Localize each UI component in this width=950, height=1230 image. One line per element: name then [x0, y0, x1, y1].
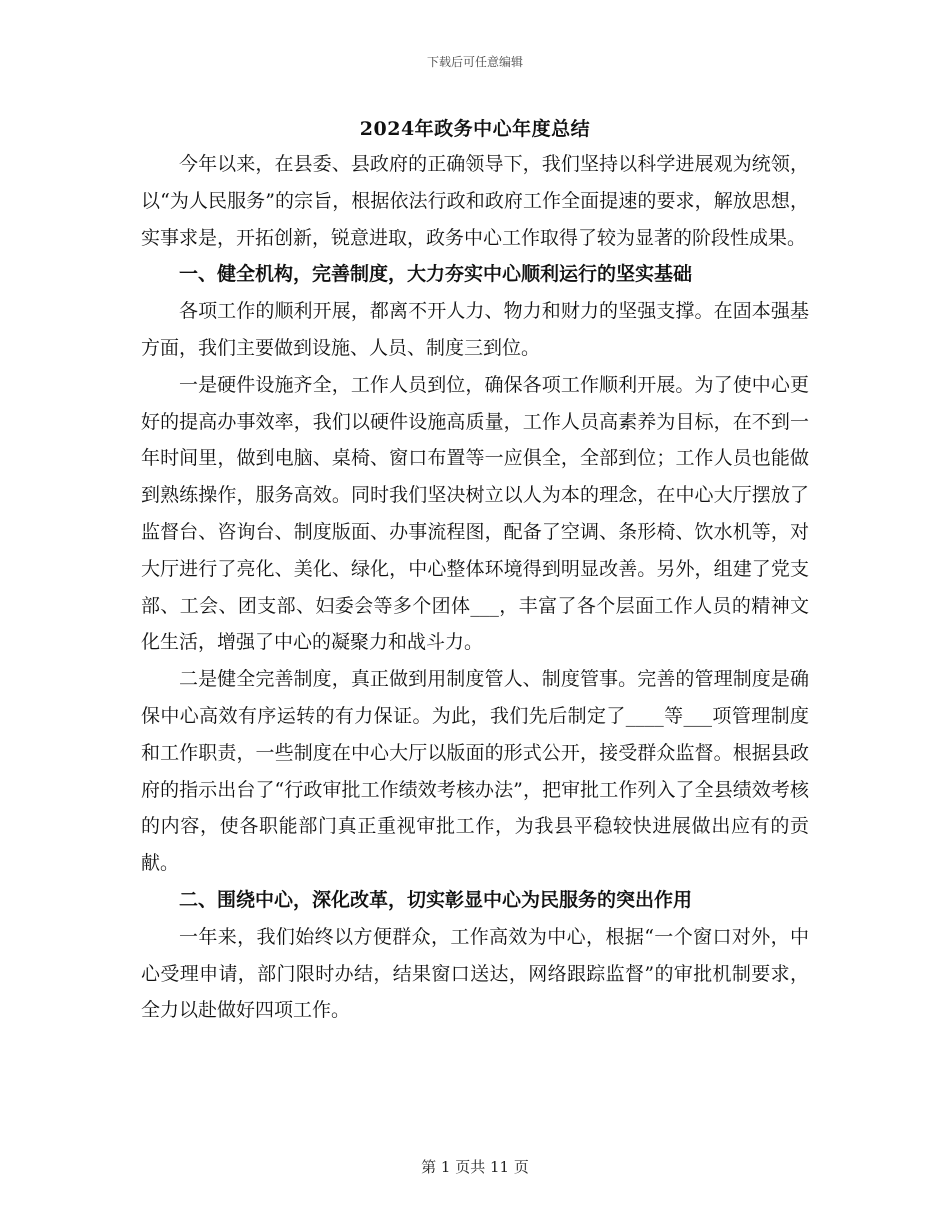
paragraph-2: 各项工作的顺利开展，都离不开人力、物力和财力的坚强支撑。在固本强基方面，我们主要做到设施、人员、制度三到位。: [141, 300, 809, 359]
document-title: 2024年政务中心年度总结: [359, 118, 591, 140]
page-number: 第 1 页共 11 页: [421, 1158, 529, 1176]
header-note: 下载后可任意编辑: [426, 55, 523, 69]
paragraph-3: 一是硬件设施齐全，工作人员到位，确保各项工作顺利开展。为了使中心更好的提高办事效率，我们以硬件设施高质量，工作人员高素养为目标，在不到一年时间里，做到电脑、桌椅、窗口布置等一应俱全，全部到位；工作人员也能做到熟练操作，服务高效。同时我们坚决树立以人为本的理念，在中心大厅摆放了监督台、咨询台、制度版面、办事流程图，配备了空调、条形椅、饮水机等，对大厅进行了亮化、美化、绿化，中心整体环境得到明显改善。另外，组建了党支部、工会、团支部、妇委会等多个团体___，丰富了各个层面工作人员的精神文化生活，增强了中心的凝聚力和战斗力。: [141, 373, 809, 654]
section-heading-1: 一、健全机构，完善制度，大力夯实中心顺利运行的坚实基础: [179, 263, 693, 286]
section-heading-2: 二、围绕中心，深化改革，切实彰显中心为民服务的突出作用: [179, 888, 693, 911]
intro-paragraph: 今年以来，在县委、县政府的正确领导下，我们坚持以科学进展观为统领，以“为人民服务”的宗旨，根据依法行政和政府工作全面提速的要求，解放思想，实事求是，开拓创新，锐意进取，政务中心工作取得了较为显著的阶段性成果。: [141, 153, 809, 249]
paragraph-6: 一年来，我们始终以方便群众，工作高效为中心，根据“一个窗口对外，中心受理申请，部门限时办结，结果窗口送达，网络跟踪监督”的审批机制要求，全力以赴做好四项工作。: [141, 925, 809, 1022]
document-body: [141, 112, 809, 1029]
paragraph-4: 二是健全完善制度，真正做到用制度管人、制度管事。完善的管理制度是确保中心高效有序运转的有力保证。为此，我们先后制定了____等___项管理制度和工作职责，一些制度在中心大厅以版面的形式公开，接受群众监督。根据县政府的指示出台了“行政审批工作绩效考核办法”，把审批工作列入了全县绩效考核的内容，使各职能部门真正重视审批工作，为我县平稳较快进展做出应有的贡献。: [141, 668, 809, 875]
